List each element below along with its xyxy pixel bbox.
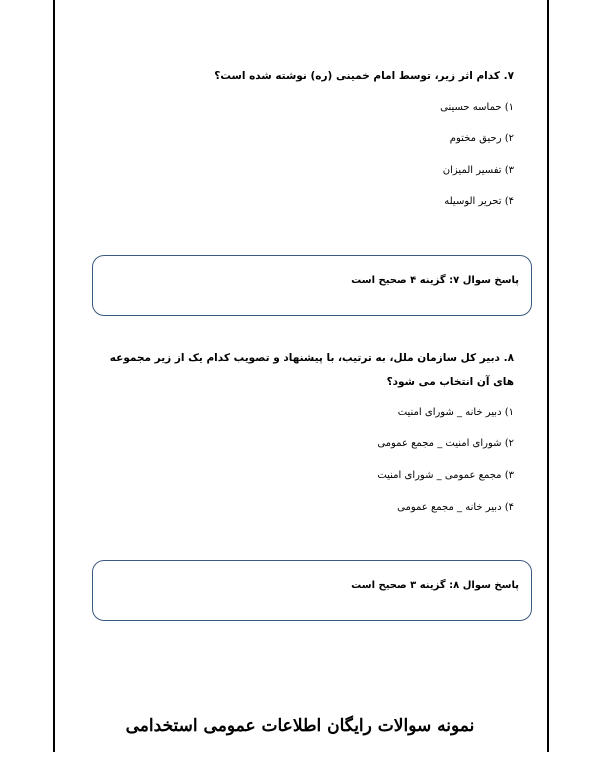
question-8-option-3: ۳) مجمع عمومی _ شورای امنیت	[377, 470, 514, 481]
question-8-title: ۸. دبیر کل سازمان ملل، به ترتیب، با پیشنهاد و تصویب کدام یک از زیر مجموعه های آن انتخاب می شود؟	[109, 352, 514, 388]
question-7-option-4: ۴) تحریر الوسیله	[444, 196, 514, 207]
question-7-option-1: ۱) حماسه حسینی	[440, 102, 514, 113]
answer-8-text: پاسخ سوال ۸: گزینه ۳ صحیح است	[351, 580, 519, 591]
question-7-title: ۷. کدام اثر زیر، توسط امام خمینی (ره) نوشته شده است؟	[214, 70, 514, 82]
answer-7-text: پاسخ سوال ۷: گزینه ۴ صحیح است	[351, 275, 519, 286]
answer-8-box	[92, 560, 532, 621]
question-8-option-1: ۱) دبیر خانه _ شورای امنیت	[397, 407, 514, 418]
footer-title: نمونه سوالات رایگان اطلاعات عمومی استخدامی	[125, 716, 475, 736]
question-8-option-2: ۲) شورای امنیت _ مجمع عمومی	[377, 438, 514, 449]
question-7-option-3: ۳) تفسیر المیزان	[442, 165, 514, 176]
question-8-option-4: ۴) دبیر خانه _ مجمع عمومی	[397, 502, 514, 513]
page-border-right	[547, 0, 549, 752]
answer-7-box	[92, 255, 532, 316]
question-7-option-2: ۲) رحیق مختوم	[449, 133, 514, 144]
page-border-left	[53, 0, 55, 752]
